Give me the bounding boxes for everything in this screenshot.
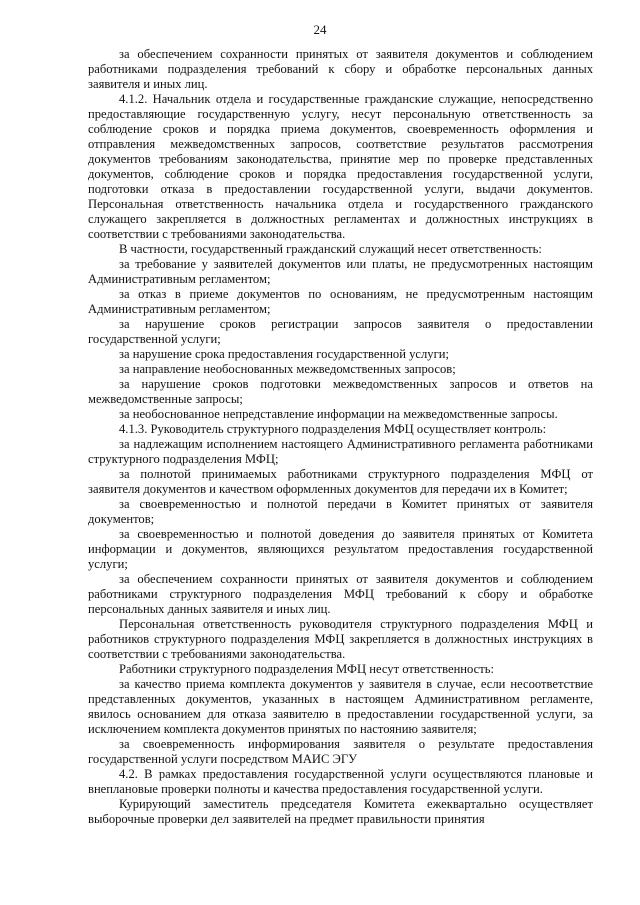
paragraph: за отказ в приеме документов по основаниям, не предусмотренным настоящим Административным регламентом;: [88, 287, 593, 316]
paragraph: за направление необоснованных межведомственных запросов;: [119, 362, 456, 376]
paragraph: В частности, государственный гражданский служащий несет ответственность:: [119, 242, 542, 256]
paragraph: за нарушение сроков регистрации запросов заявителя о предоставлении государственной услуги;: [88, 317, 593, 346]
page-number: 24: [313, 22, 327, 37]
paragraph: 4.2. В рамках предоставления государственной услуги осуществляются плановые и внеплановые проверки полноты и качества предоставления государственной услуги.: [88, 767, 593, 796]
paragraph: за своевременностью и полнотой передачи в Комитет принятых от заявителя документов;: [88, 497, 593, 526]
paragraph: за своевременность информирования заявителя о результате предоставления государственной услуги посредством МАИС ЭГУ: [88, 737, 593, 766]
paragraph: 4.1.3. Руководитель структурного подразделения МФЦ осуществляет контроль:: [119, 422, 547, 436]
paragraph: за надлежащим исполнением настоящего Административного регламента работниками структурного подразделения МФЦ;: [88, 437, 593, 466]
paragraph: за качество приема комплекта документов у заявителя в случае, если несоответствие представленных документов, указанных в настоящем Административном регламенте, явилось основанием для отказа заявителю в предоставлении государственной услуги, за исключением комплекта документов принятых по настоянию заявителя;: [88, 677, 593, 736]
paragraph: за обеспечением сохранности принятых от заявителя документов и соблюдением работниками структурного подразделения МФЦ требований к сбору и обработке персональных данных заявителя и иных лиц.: [88, 572, 593, 616]
paragraph: за своевременностью и полнотой доведения до заявителя принятых от Комитета информации и документов, являющихся результатом предоставления государственной услуги;: [88, 527, 593, 571]
paragraph: Персональная ответственность руководителя структурного подразделения МФЦ и работников структурного подразделения МФЦ закрепляется в должностных инструкциях в соответствии с требованиями законодательства.: [88, 617, 593, 661]
paragraph: за нарушение сроков подготовки межведомственных запросов и ответов на межведомственные запросы;: [88, 377, 593, 406]
paragraph: Курирующий заместитель председателя Комитета ежеквартально осуществляет выборочные проверки дел заявителей на предмет правильности принятия: [88, 797, 593, 826]
paragraph: за требование у заявителей документов или платы, не предусмотренных настоящим Административным регламентом;: [88, 257, 593, 286]
paragraph: за обеспечением сохранности принятых от заявителя документов и соблюдением работниками подразделения требований к сбору и обработке персональных данных заявителя и иных лиц.: [88, 47, 593, 91]
paragraph: за полнотой принимаемых работниками структурного подразделения МФЦ от заявителя документов и качеством оформленных документов для передачи их в Комитет;: [88, 467, 593, 496]
paragraph: за нарушение срока предоставления государственной услуги;: [119, 347, 449, 361]
paragraph: за необоснованное непредставление информации на межведомственные запросы.: [119, 407, 558, 421]
paragraph: Работники структурного подразделения МФЦ несут ответственность:: [119, 662, 494, 676]
paragraph: 4.1.2. Начальник отдела и государственные гражданские служащие, непосредственно предоставляющие государственную услугу, несут персональную ответственность за соблюдение сроков и порядка приема документов, своевременность оформления и отправления межведомственных запросов, соответствие результатов рассмотрения документов требованиям законодательства, принятие мер по проверке представленных документов, соблюдение сроков и порядка предоставления государственной услуги, подготовки отказа в предоставлении государственной услуги, выдачи документов. Персональная ответственность начальника отдела и государственного гражданского служащего закрепляется в должностных регламентах и должностных инструкциях в соответствии с требованиями законодательства.: [88, 92, 593, 241]
document-body: [88, 47, 593, 827]
